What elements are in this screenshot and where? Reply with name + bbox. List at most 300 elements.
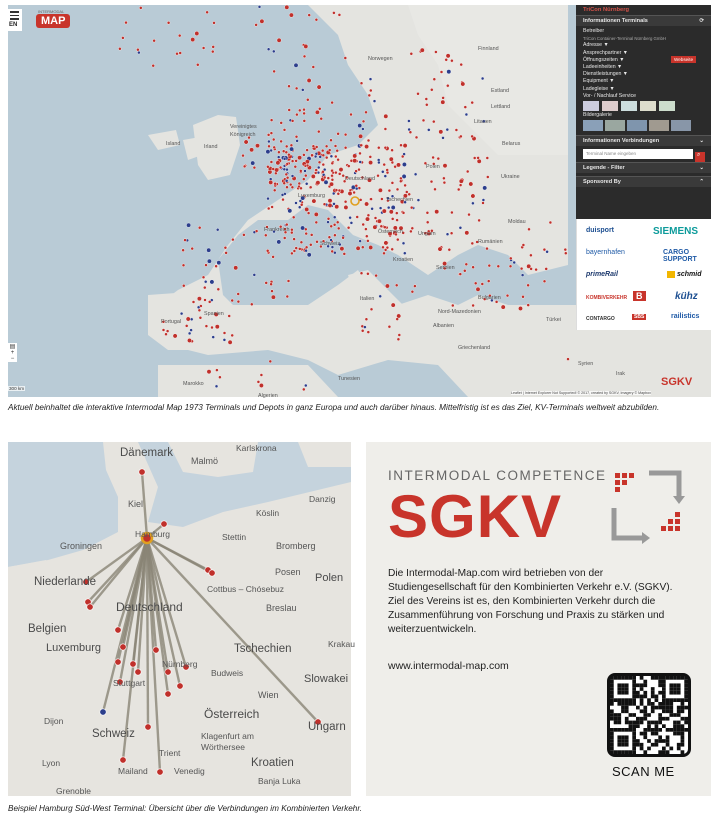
terminal-marker[interactable] xyxy=(244,140,248,144)
terminal-marker[interactable] xyxy=(425,98,428,101)
gallery-image[interactable] xyxy=(583,120,603,131)
terminal-marker[interactable] xyxy=(334,171,337,174)
terminal-marker[interactable] xyxy=(225,251,228,254)
terminal-marker[interactable] xyxy=(344,205,348,209)
terminal-marker[interactable] xyxy=(501,305,505,309)
terminal-marker[interactable] xyxy=(432,156,435,159)
terminal-marker[interactable] xyxy=(403,143,407,147)
terminal-marker[interactable] xyxy=(415,136,418,139)
terminal-marker[interactable] xyxy=(362,120,365,123)
terminal-marker[interactable] xyxy=(411,290,414,293)
terminal-marker[interactable] xyxy=(334,145,337,148)
terminal-marker[interactable] xyxy=(303,108,306,111)
terminal-marker[interactable] xyxy=(307,78,311,82)
terminal-marker[interactable] xyxy=(474,282,477,285)
terminal-marker[interactable] xyxy=(353,159,357,163)
terminal-marker[interactable] xyxy=(401,155,404,158)
terminal-marker[interactable] xyxy=(349,216,352,219)
terminal-marker[interactable] xyxy=(380,225,383,228)
terminal-marker[interactable] xyxy=(336,221,339,224)
terminal-marker[interactable] xyxy=(217,261,221,265)
terminal-marker[interactable] xyxy=(465,263,468,266)
terminal-marker[interactable] xyxy=(446,54,450,58)
terminal-marker[interactable] xyxy=(465,231,469,235)
terminal-marker[interactable] xyxy=(243,165,246,168)
terminal-marker[interactable] xyxy=(440,71,443,74)
terminal-marker[interactable] xyxy=(543,280,546,283)
sponsor-duisport[interactable]: duisport xyxy=(586,227,614,234)
terminal-marker[interactable] xyxy=(370,198,373,201)
terminal-marker[interactable] xyxy=(270,283,273,286)
website-link[interactable]: www.intermodal-map.com xyxy=(388,660,509,672)
terminal-marker[interactable] xyxy=(217,288,220,291)
terminal-marker[interactable] xyxy=(323,203,326,206)
terminal-marker[interactable] xyxy=(476,287,480,291)
terminal-marker[interactable] xyxy=(324,180,328,184)
terminal-marker[interactable] xyxy=(367,214,370,217)
terminal-marker[interactable] xyxy=(328,203,332,207)
terminal-marker[interactable] xyxy=(323,176,326,179)
terminal-marker[interactable] xyxy=(162,329,165,332)
terminal-marker[interactable] xyxy=(191,247,194,250)
terminal-marker[interactable] xyxy=(167,21,170,24)
terminal-marker[interactable] xyxy=(290,228,293,231)
terminal-marker[interactable] xyxy=(384,241,388,245)
sponsor-schmid[interactable]: schmid xyxy=(667,271,702,278)
terminal-marker[interactable] xyxy=(305,249,308,252)
legend-filter-header[interactable] xyxy=(576,162,711,173)
terminal-marker[interactable] xyxy=(267,207,270,210)
terminal-marker[interactable] xyxy=(405,191,408,194)
terminal-marker[interactable] xyxy=(402,162,406,166)
terminal-marker[interactable] xyxy=(382,246,385,249)
sponsor-b[interactable]: B xyxy=(633,291,646,301)
terminal-marker[interactable] xyxy=(481,77,484,80)
refresh-icon[interactable]: ⟳ xyxy=(699,18,704,24)
terminal-marker[interactable] xyxy=(316,181,320,185)
terminal-marker[interactable] xyxy=(482,199,485,202)
terminal-marker[interactable] xyxy=(152,64,155,67)
terminal-marker[interactable] xyxy=(303,55,306,58)
terminal-marker[interactable] xyxy=(276,161,280,165)
terminal-marker[interactable] xyxy=(118,47,121,50)
terminal-marker[interactable] xyxy=(281,193,284,196)
terminal-marker[interactable] xyxy=(459,273,462,276)
terminal-marker[interactable] xyxy=(394,165,397,168)
terminal-marker[interactable] xyxy=(314,212,318,216)
terminal-marker[interactable] xyxy=(391,149,394,152)
terminal-marker[interactable] xyxy=(271,295,275,299)
terminal-marker[interactable] xyxy=(446,233,449,236)
terminal-marker[interactable] xyxy=(361,329,364,332)
terminal-marker[interactable] xyxy=(285,5,289,9)
terminal-marker[interactable] xyxy=(165,691,171,697)
terminal-marker[interactable] xyxy=(347,165,350,168)
terminal-marker[interactable] xyxy=(137,51,140,54)
terminal-marker[interactable] xyxy=(295,113,298,116)
terminal-marker[interactable] xyxy=(316,240,319,243)
terminal-marker[interactable] xyxy=(266,165,269,168)
terminal-marker[interactable] xyxy=(361,246,364,249)
terminal-marker[interactable] xyxy=(446,128,449,131)
terminal-marker[interactable] xyxy=(522,295,525,298)
terminal-marker[interactable] xyxy=(182,284,185,287)
terminal-marker[interactable] xyxy=(210,280,214,284)
terminal-marker[interactable] xyxy=(215,265,218,268)
terminal-marker[interactable] xyxy=(283,157,286,160)
terminal-marker[interactable] xyxy=(293,238,296,241)
terminal-marker[interactable] xyxy=(356,246,360,250)
terminal-marker[interactable] xyxy=(385,284,389,288)
terminal-marker[interactable] xyxy=(447,70,451,74)
terminal-marker[interactable] xyxy=(350,113,353,116)
terminal-marker[interactable] xyxy=(179,52,182,55)
terminal-marker[interactable] xyxy=(266,249,269,252)
terminal-marker[interactable] xyxy=(288,85,291,88)
terminal-marker[interactable] xyxy=(347,226,350,229)
terminal-marker[interactable] xyxy=(207,370,211,374)
terminal-marker[interactable] xyxy=(303,119,306,122)
terminal-marker[interactable] xyxy=(307,253,311,257)
panel-item-equipment[interactable]: Equipment ▼ xyxy=(583,78,615,85)
terminal-marker[interactable] xyxy=(259,383,263,387)
terminal-marker[interactable] xyxy=(286,186,289,189)
terminal-marker[interactable] xyxy=(190,329,193,332)
sponsor-kuhz[interactable]: kühz xyxy=(675,291,698,302)
terminal-marker[interactable] xyxy=(361,128,364,131)
terminal-marker[interactable] xyxy=(414,173,417,176)
terminal-marker[interactable] xyxy=(379,207,382,210)
terminal-marker[interactable] xyxy=(267,140,270,143)
terminal-marker[interactable] xyxy=(255,144,259,148)
terminal-marker[interactable] xyxy=(305,232,308,235)
sponsor-sbs[interactable]: SBS xyxy=(634,314,645,320)
terminal-marker[interactable] xyxy=(366,239,369,242)
terminal-marker[interactable] xyxy=(527,304,530,307)
terminal-marker[interactable] xyxy=(446,84,449,87)
terminal-marker[interactable] xyxy=(215,325,219,329)
terminal-marker[interactable] xyxy=(196,63,199,66)
terminal-marker[interactable] xyxy=(386,246,389,249)
terminal-marker[interactable] xyxy=(486,247,489,250)
europe-terminal-map[interactable] xyxy=(8,5,711,397)
terminal-marker[interactable] xyxy=(260,19,264,23)
terminal-marker[interactable] xyxy=(115,659,121,665)
terminal-marker[interactable] xyxy=(260,374,263,377)
terminal-marker[interactable] xyxy=(207,259,211,263)
terminal-marker[interactable] xyxy=(115,627,121,633)
terminal-marker[interactable] xyxy=(199,316,202,319)
terminal-marker[interactable] xyxy=(367,331,370,334)
terminal-marker[interactable] xyxy=(337,227,340,230)
terminal-marker[interactable] xyxy=(277,156,280,159)
terminal-marker[interactable] xyxy=(139,6,142,9)
terminal-marker[interactable] xyxy=(398,334,401,337)
terminal-marker[interactable] xyxy=(317,85,321,89)
terminal-marker[interactable] xyxy=(296,139,299,142)
terminal-marker[interactable] xyxy=(330,155,333,158)
terminal-marker[interactable] xyxy=(231,299,234,302)
terminal-marker[interactable] xyxy=(370,308,373,311)
terminal-marker[interactable] xyxy=(441,100,445,104)
terminal-marker[interactable] xyxy=(299,200,302,203)
terminal-marker[interactable] xyxy=(331,178,334,181)
terminal-marker[interactable] xyxy=(205,264,208,267)
terminal-marker[interactable] xyxy=(355,170,358,173)
terminal-marker[interactable] xyxy=(272,138,275,141)
terminal-marker[interactable] xyxy=(391,217,394,220)
terminal-marker[interactable] xyxy=(291,175,294,178)
terminal-marker[interactable] xyxy=(291,160,294,163)
terminal-marker[interactable] xyxy=(344,133,347,136)
terminal-marker[interactable] xyxy=(291,186,294,189)
terminal-marker[interactable] xyxy=(527,284,530,287)
terminal-marker[interactable] xyxy=(344,146,347,149)
terminal-marker[interactable] xyxy=(120,757,126,763)
terminal-marker[interactable] xyxy=(317,130,320,133)
terminal-marker[interactable] xyxy=(286,162,289,165)
terminal-marker[interactable] xyxy=(165,669,171,675)
terminal-marker[interactable] xyxy=(197,306,200,309)
terminal-marker[interactable] xyxy=(546,250,549,253)
terminal-marker[interactable] xyxy=(338,189,341,192)
terminal-marker[interactable] xyxy=(360,144,363,147)
terminal-marker[interactable] xyxy=(322,163,325,166)
terminal-marker[interactable] xyxy=(457,188,460,191)
terminal-marker[interactable] xyxy=(384,114,388,118)
terminal-marker[interactable] xyxy=(289,147,293,151)
terminal-marker[interactable] xyxy=(549,221,552,224)
terminal-marker[interactable] xyxy=(190,318,193,321)
terminal-marker[interactable] xyxy=(466,170,469,173)
terminal-marker[interactable] xyxy=(396,163,400,167)
terminal-marker[interactable] xyxy=(223,332,226,335)
terminal-marker[interactable] xyxy=(471,242,474,245)
gallery-image[interactable] xyxy=(605,120,625,131)
terminal-marker[interactable] xyxy=(100,709,106,715)
terminal-marker[interactable] xyxy=(410,52,413,55)
terminal-marker[interactable] xyxy=(255,23,258,26)
terminal-marker[interactable] xyxy=(395,212,398,215)
terminal-marker[interactable] xyxy=(328,236,331,239)
panel-item-pre-post-haul[interactable]: Vor- / Nachlauf Service xyxy=(583,92,637,99)
terminal-marker[interactable] xyxy=(384,175,387,178)
sponsor-cargo-support[interactable]: CARGO SUPPORT xyxy=(663,249,697,263)
gallery-image[interactable] xyxy=(627,120,647,131)
terminal-marker[interactable] xyxy=(471,101,474,104)
image-gallery[interactable] xyxy=(576,119,711,132)
terminal-marker[interactable] xyxy=(295,87,298,90)
terminal-marker[interactable] xyxy=(382,209,386,213)
terminal-marker[interactable] xyxy=(384,146,387,149)
terminal-marker[interactable] xyxy=(204,299,207,302)
terminal-marker[interactable] xyxy=(202,47,205,50)
terminal-marker[interactable] xyxy=(334,155,337,158)
terminal-marker[interactable] xyxy=(218,376,221,379)
terminal-marker[interactable] xyxy=(378,188,382,192)
terminal-marker[interactable] xyxy=(297,156,301,160)
terminal-marker[interactable] xyxy=(338,172,341,175)
terminal-marker[interactable] xyxy=(280,140,283,143)
terminal-marker[interactable] xyxy=(459,226,462,229)
terminal-marker[interactable] xyxy=(283,237,286,240)
terminal-marker[interactable] xyxy=(308,14,311,17)
terminal-marker[interactable] xyxy=(396,188,399,191)
terminal-marker[interactable] xyxy=(430,180,433,183)
terminal-marker[interactable] xyxy=(342,236,345,239)
terminal-marker[interactable] xyxy=(331,162,334,165)
terminal-marker[interactable] xyxy=(506,294,509,297)
terminal-marker[interactable] xyxy=(253,273,256,276)
terminal-marker[interactable] xyxy=(306,149,309,152)
terminal-marker[interactable] xyxy=(396,219,399,222)
terminal-marker[interactable] xyxy=(184,239,187,242)
terminal-marker[interactable] xyxy=(410,206,413,209)
terminal-marker[interactable] xyxy=(530,267,533,270)
terminal-marker[interactable] xyxy=(301,88,304,91)
terminal-marker[interactable] xyxy=(363,326,366,329)
terminal-marker[interactable] xyxy=(270,119,273,122)
terminal-marker[interactable] xyxy=(359,240,362,243)
terminal-marker[interactable] xyxy=(391,303,395,307)
panel-item-address[interactable]: Adresse ▼ xyxy=(583,42,609,49)
terminal-marker[interactable] xyxy=(337,158,340,161)
terminal-marker[interactable] xyxy=(121,36,124,39)
terminal-marker[interactable] xyxy=(364,202,368,206)
terminal-marker[interactable] xyxy=(386,171,389,174)
terminal-marker[interactable] xyxy=(305,182,308,185)
terminal-marker[interactable] xyxy=(315,152,318,155)
terminal-marker[interactable] xyxy=(302,153,305,156)
terminal-marker[interactable] xyxy=(374,217,377,220)
terminal-marker[interactable] xyxy=(469,182,473,186)
terminal-marker[interactable] xyxy=(307,212,310,215)
terminal-marker[interactable] xyxy=(460,63,463,66)
terminal-marker[interactable] xyxy=(451,304,454,307)
terminal-marker[interactable] xyxy=(367,139,370,142)
terminal-marker[interactable] xyxy=(285,151,288,154)
terminal-marker[interactable] xyxy=(285,173,288,176)
terminal-marker[interactable] xyxy=(267,48,270,51)
terminal-marker[interactable] xyxy=(567,358,570,361)
terminal-marker[interactable] xyxy=(465,113,468,116)
terminal-marker[interactable] xyxy=(388,189,391,192)
terminal-marker[interactable] xyxy=(277,38,281,42)
terminal-marker[interactable] xyxy=(362,223,365,226)
terminal-marker[interactable] xyxy=(257,380,260,383)
terminal-marker[interactable] xyxy=(333,202,336,205)
terminal-marker[interactable] xyxy=(413,285,416,288)
terminal-marker[interactable] xyxy=(442,96,445,99)
terminal-marker[interactable] xyxy=(339,167,343,171)
terminal-marker[interactable] xyxy=(325,145,328,148)
terminal-marker[interactable] xyxy=(231,334,234,337)
terminal-marker[interactable] xyxy=(360,272,363,275)
terminal-marker[interactable] xyxy=(477,156,480,159)
terminal-marker[interactable] xyxy=(272,168,275,171)
terminal-marker[interactable] xyxy=(426,211,429,214)
info-terminals-header[interactable] xyxy=(576,15,711,26)
sponsor-contargo[interactable]: CONTARGO xyxy=(586,316,615,322)
terminal-marker[interactable] xyxy=(368,160,372,164)
terminal-marker[interactable] xyxy=(295,159,298,162)
terminal-marker[interactable] xyxy=(270,161,273,164)
terminal-marker[interactable] xyxy=(482,202,485,205)
terminal-marker[interactable] xyxy=(329,182,333,186)
terminal-marker[interactable] xyxy=(426,221,429,224)
terminal-marker[interactable] xyxy=(330,225,333,228)
sponsor-kombiverkehr[interactable]: KOMBIVERKEHR xyxy=(586,295,628,301)
terminal-marker[interactable] xyxy=(202,276,205,279)
terminal-marker[interactable] xyxy=(359,152,362,155)
terminal-marker[interactable] xyxy=(471,202,474,205)
terminal-marker[interactable] xyxy=(312,199,316,203)
terminal-marker[interactable] xyxy=(529,254,532,257)
terminal-marker[interactable] xyxy=(272,255,275,258)
terminal-marker[interactable] xyxy=(277,240,281,244)
terminal-marker[interactable] xyxy=(177,683,183,689)
terminal-marker[interactable] xyxy=(377,146,380,149)
terminal-marker[interactable] xyxy=(185,324,188,327)
terminal-marker[interactable] xyxy=(471,194,475,198)
terminal-marker[interactable] xyxy=(277,151,280,154)
terminal-marker[interactable] xyxy=(535,268,538,271)
terminal-marker[interactable] xyxy=(207,248,211,252)
terminal-marker[interactable] xyxy=(455,129,458,132)
terminal-marker[interactable] xyxy=(528,228,531,231)
terminal-marker[interactable] xyxy=(337,192,340,195)
terminal-marker[interactable] xyxy=(364,144,368,148)
terminal-marker[interactable] xyxy=(285,179,288,182)
terminal-marker[interactable] xyxy=(300,187,303,190)
qr-code[interactable] xyxy=(607,673,691,757)
terminal-marker[interactable] xyxy=(364,228,367,231)
terminal-marker[interactable] xyxy=(306,98,309,101)
terminal-marker[interactable] xyxy=(211,50,214,53)
chevron-down-icon[interactable]: ⌄ xyxy=(699,165,704,172)
terminal-marker[interactable] xyxy=(408,128,411,131)
terminal-marker[interactable] xyxy=(564,248,567,251)
search-button[interactable] xyxy=(695,152,705,162)
terminal-marker[interactable] xyxy=(290,252,293,255)
terminal-marker[interactable] xyxy=(388,325,391,328)
terminal-marker[interactable] xyxy=(442,136,445,139)
terminal-marker[interactable] xyxy=(153,39,156,42)
chevron-up-icon[interactable]: ⌃ xyxy=(699,179,704,186)
terminal-marker[interactable] xyxy=(315,169,318,172)
terminal-marker[interactable] xyxy=(333,223,336,226)
terminal-marker[interactable] xyxy=(464,106,467,109)
terminal-marker[interactable] xyxy=(306,164,309,167)
terminal-marker[interactable] xyxy=(331,174,334,177)
terminal-marker[interactable] xyxy=(242,154,245,157)
terminal-marker[interactable] xyxy=(327,217,330,220)
terminal-marker[interactable] xyxy=(344,57,347,60)
terminal-marker[interactable] xyxy=(267,197,270,200)
terminal-marker[interactable] xyxy=(321,149,324,152)
terminal-marker[interactable] xyxy=(272,50,275,53)
layers-icon[interactable]: ▤ xyxy=(9,344,16,350)
terminal-marker[interactable] xyxy=(368,94,371,97)
terminal-marker[interactable] xyxy=(237,293,240,296)
sponsor-primerail[interactable]: primeRail xyxy=(586,271,618,278)
terminal-marker[interactable] xyxy=(264,234,267,237)
terminal-marker[interactable] xyxy=(271,290,274,293)
terminal-marker[interactable] xyxy=(521,274,524,277)
terminal-marker[interactable] xyxy=(215,385,218,388)
terminal-marker[interactable] xyxy=(182,249,185,252)
terminal-search-input[interactable]: Terminal Name eingeben xyxy=(583,149,693,159)
